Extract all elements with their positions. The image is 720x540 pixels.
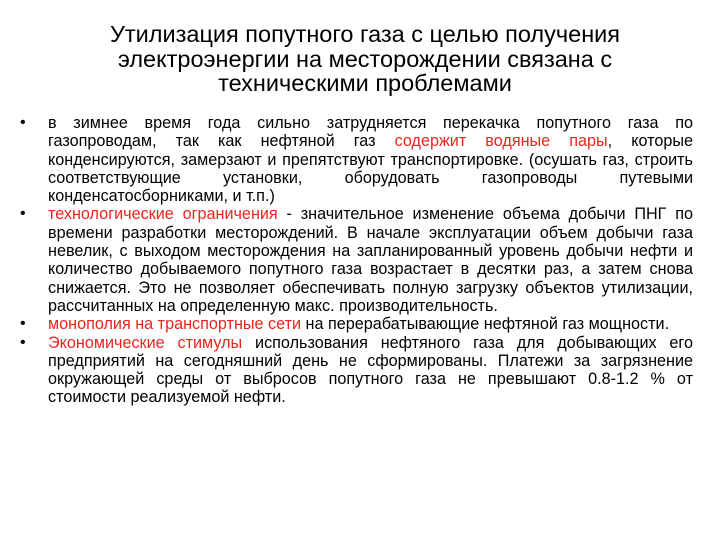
bullet-text: использования нефтяного газа для добывающих его предприятий на сегодняшний день не сформированы. Платежи за загрязнение окружающей среды от выбросов попутного газа не превышают 0.8-1.2 % от стоимости реализуемой нефти. (48, 333, 693, 407)
bullet-marker: • (20, 315, 26, 333)
bullet-text: в зимнее время года сильно затрудняется перекачка попутного газа по газопроводам, так как нефтяной газ (48, 114, 693, 151)
bullet-item-tech-limits (20, 205, 693, 315)
bullet-text: , которые конденсируются, замерзают и препятствуют транспортировке. (осушать газ, строить соответствующие установки, оборудовать газопроводы путевыми конденсатосборниками, и т.п.) (48, 132, 693, 206)
bullet-item-economic-incentives (20, 334, 693, 407)
title-line-1: Утилизация попутного газа с целью получения (109, 21, 621, 47)
bullet-highlight: технологические ограничения (48, 205, 278, 224)
bullet-marker: • (20, 205, 26, 223)
bullet-list (20, 114, 693, 407)
bullet-item-winter-transport (20, 114, 693, 205)
slide-title (40, 22, 690, 96)
bullet-highlight: монополия на транспортные сети (48, 315, 302, 334)
bullet-marker: • (20, 114, 26, 131)
bullet-item-monopoly (20, 315, 693, 333)
bullet-highlight: содержит водяные пары (394, 132, 608, 151)
bullet-marker: • (20, 333, 26, 351)
bullet-text: на перерабатывающие нефтяной газ мощности. (301, 315, 670, 334)
bullet-text: - значительное изменение объема добычи ПНГ по времени разработки месторождений. В начале эксплуатации объем добычи газа невелик, с выходом месторождения на запланированный уровень добычи нефти и количество добываемого попутного газа возрастает в десятки раз, а затем снова снижается. Это не позволяет обеспечивать полную загрузку объектов утилизации, рассчитанных на определенную макс. производительность. (48, 205, 693, 315)
title-line-3: техническими проблемами (218, 70, 512, 96)
bullet-highlight: Экономические стимулы (48, 333, 243, 352)
title-line-2: электроэнергии на месторождении связана с (117, 45, 613, 72)
